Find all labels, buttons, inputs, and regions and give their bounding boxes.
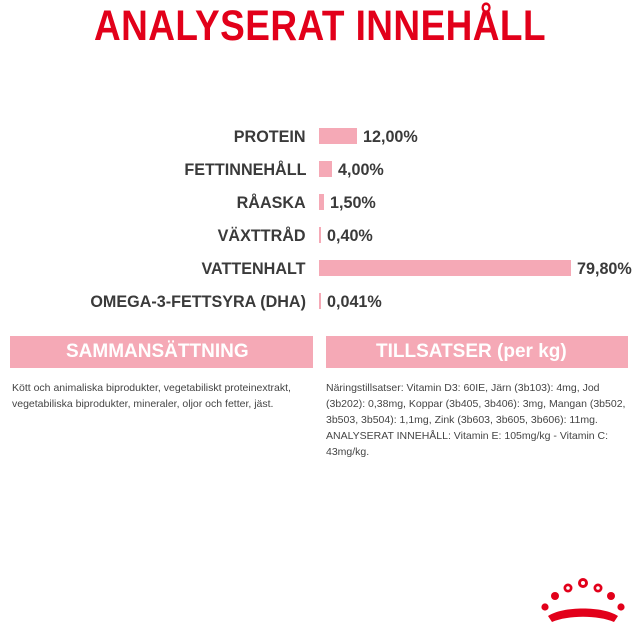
nutrient-label: VATTENHALT [201, 259, 306, 278]
nutrient-value: 1,50% [329, 193, 376, 212]
nutrient-label: RÅASKA [236, 193, 306, 212]
nutrient-bar [319, 194, 324, 210]
nutrient-row [0, 190, 640, 216]
nutrient-row [0, 223, 640, 249]
royal-crown-icon [538, 576, 628, 628]
nutrient-bar [319, 293, 321, 309]
nutrient-value: 0,041% [327, 292, 382, 311]
nutrient-label: FETTINNEHÅLL [183, 160, 306, 179]
nutrient-value: 0,40% [327, 226, 373, 245]
nutrient-label: VÄXTTRÅD [218, 226, 306, 245]
nutrient-row [0, 256, 640, 282]
composition-heading: SAMMANSÄTTNING [66, 341, 249, 362]
additives-text: Näringstillsatser: Vitamin D3: 60IE, Järn (3b103): 4mg, Jod (3b202): 0,38mg, Koppar (3b405, 3b406): 3mg, Mangan (3b502, 3b503, 3b504): 1,1mg, Zink (3b603, 3b605, 3b606): 11mg. ANALYSERAT INNEHÅLL: Vitamin E: 105mg/kg - Vitamin C: 43mg/kg. [326, 382, 626, 458]
nutrient-row [0, 157, 640, 183]
nutrient-value: 4,00% [337, 160, 384, 179]
composition-text: Kött och animaliska biprodukter, vegetabiliskt proteinextrakt, vegetabiliska biprodukter, mineraler, oljor och fetter, jäst. [12, 382, 291, 410]
nutrient-row [0, 124, 640, 150]
additives-heading: TILLSATSER (per kg) [376, 341, 567, 362]
nutrient-value: 12,00% [362, 127, 418, 146]
nutrient-value: 79,80% [577, 259, 632, 278]
nutrient-bar [319, 260, 571, 276]
nutrient-row [0, 289, 640, 315]
page-title: ANALYSERAT INNEHÅLL [94, 2, 546, 50]
composition-header [10, 336, 313, 368]
nutrient-bar [319, 161, 332, 177]
additives-header [326, 336, 628, 368]
nutrient-bar [319, 128, 357, 144]
nutrient-label: PROTEIN [234, 127, 306, 146]
nutrient-label: OMEGA-3-FETTSYRA (DHA) [90, 292, 306, 311]
nutrient-bar [319, 227, 321, 243]
